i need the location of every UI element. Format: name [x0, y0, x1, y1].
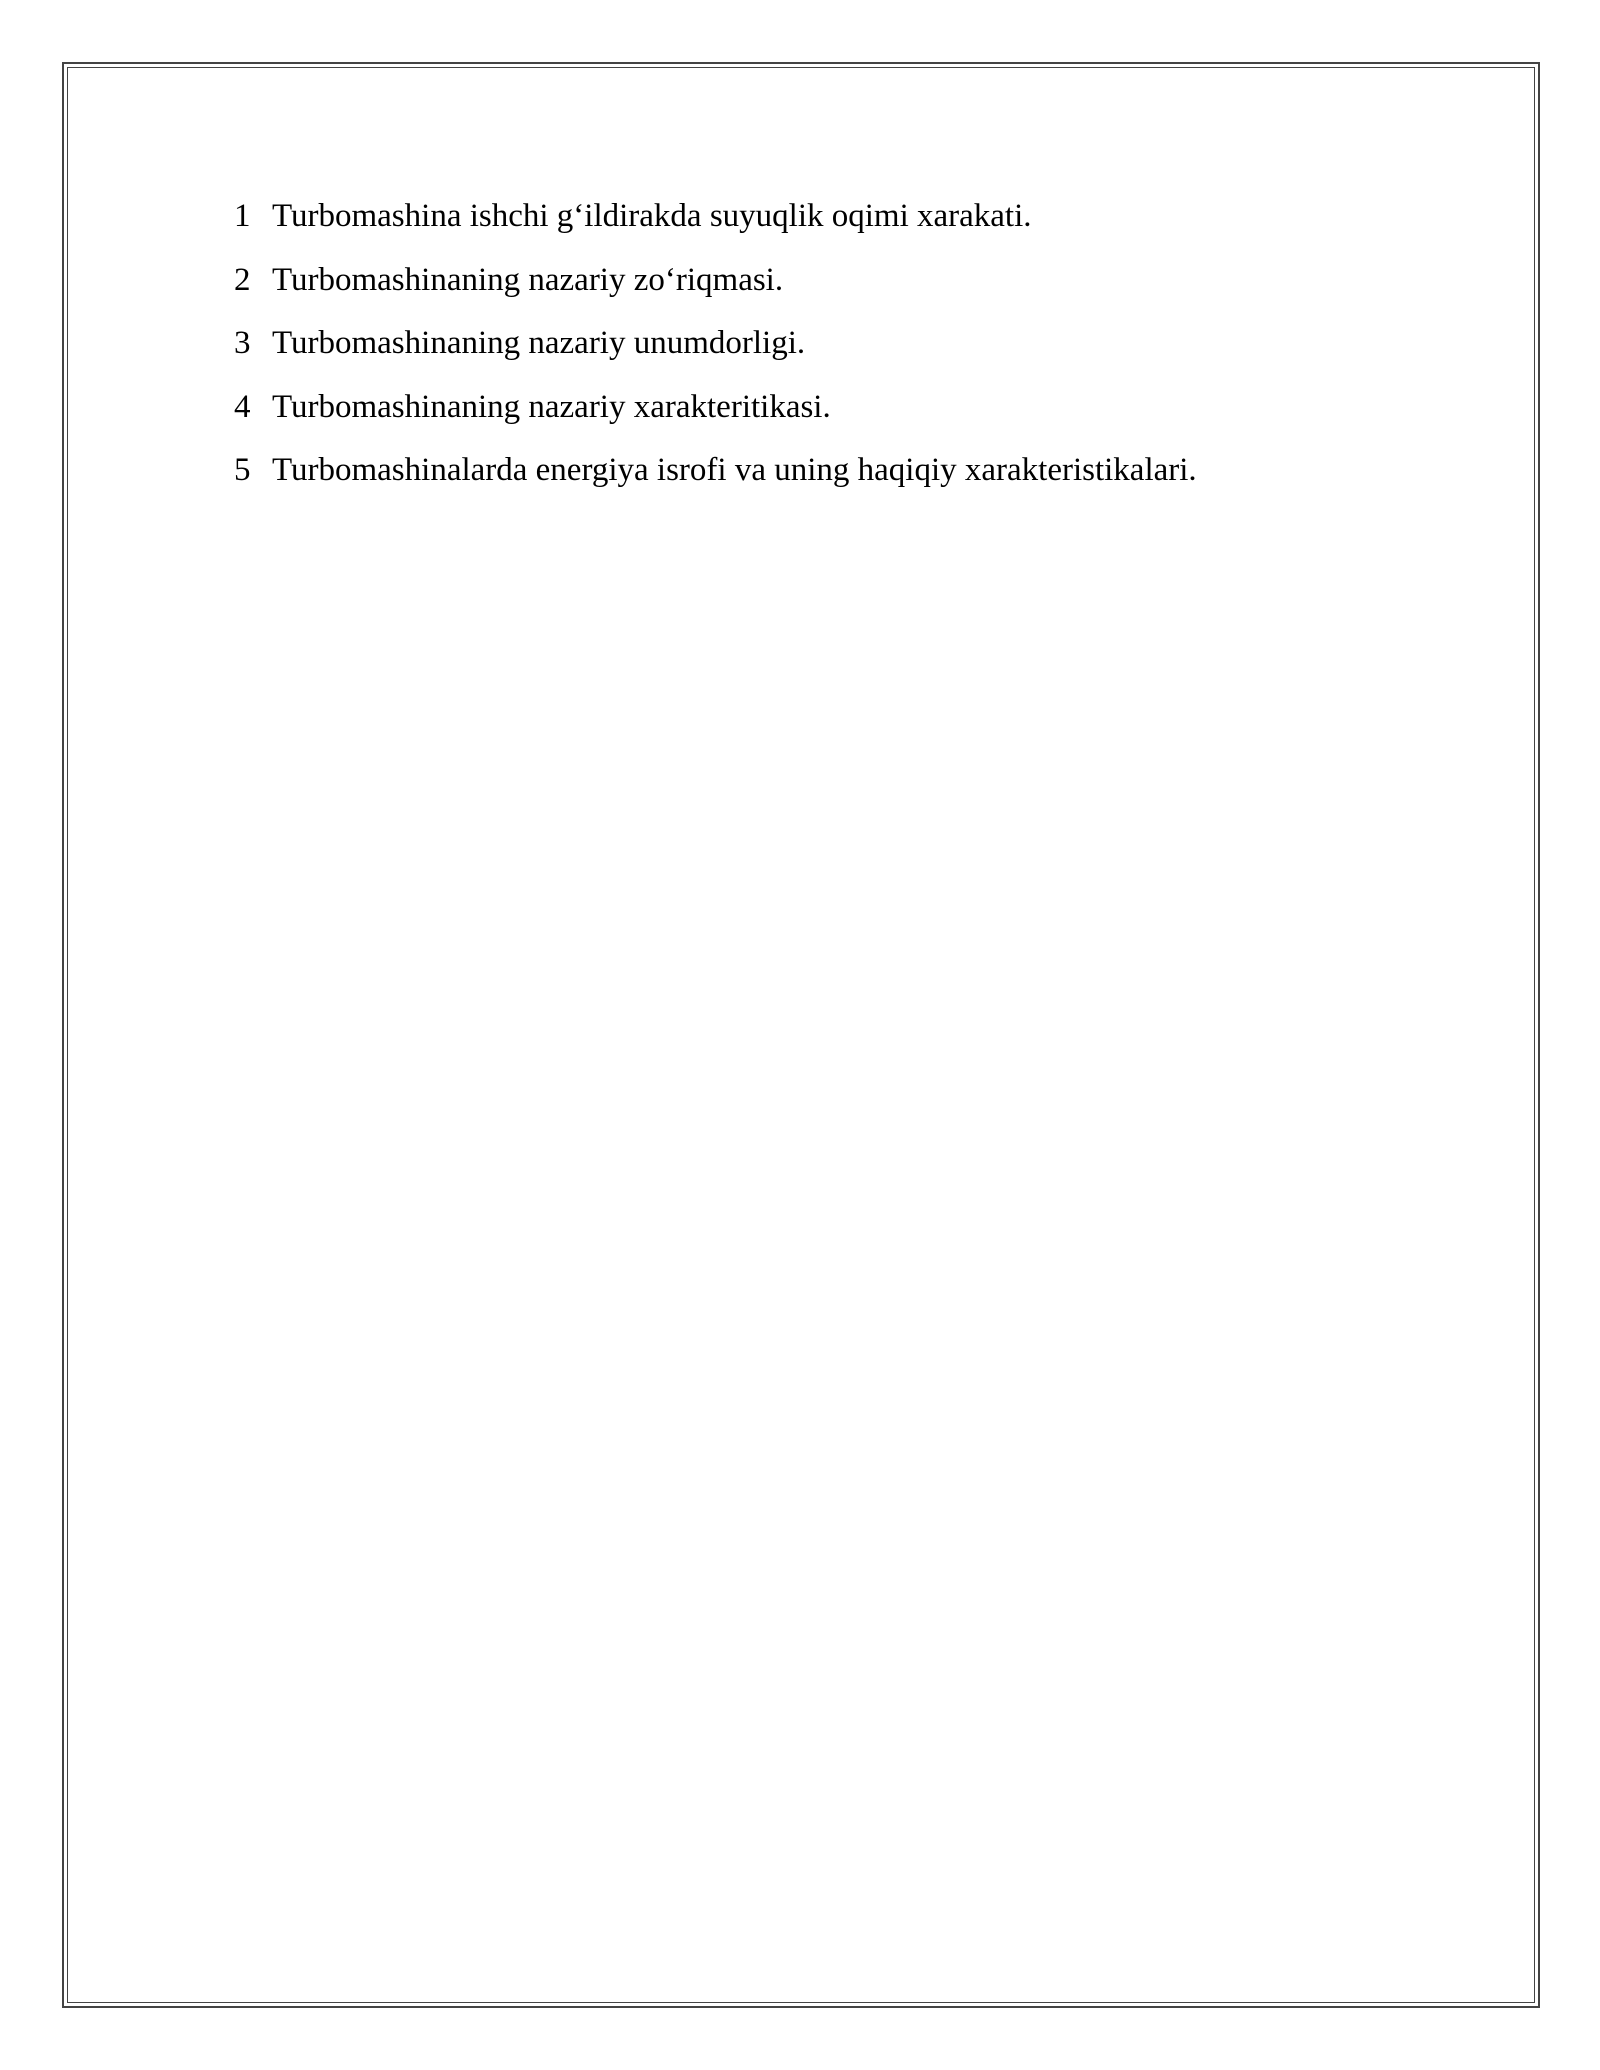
list-item	[234, 249, 1197, 313]
list-item	[234, 439, 1197, 503]
item-text: Turbomashinaning nazariy xarakteritikasi.	[272, 388, 831, 425]
list-item	[234, 185, 1197, 249]
item-number: 4	[234, 388, 251, 425]
item-text: Turbomashinalarda energiya isrofi va uning haqiqiy xarakteristikalari.	[272, 452, 1197, 488]
item-number: 2	[234, 261, 251, 298]
list-item	[234, 376, 1197, 440]
list-item	[234, 312, 1197, 376]
item-number: 1	[234, 198, 251, 234]
item-text: Turbomashina ishchi g‘ildirakda suyuqlik oqimi xarakati.	[272, 198, 1032, 234]
item-number: 3	[234, 325, 251, 361]
item-text: Turbomashinaning nazariy zo‘riqmasi.	[272, 261, 784, 298]
topic-list	[234, 185, 1197, 503]
item-number: 5	[234, 452, 251, 488]
item-text: Turbomashinaning nazariy unumdorligi.	[272, 325, 806, 361]
